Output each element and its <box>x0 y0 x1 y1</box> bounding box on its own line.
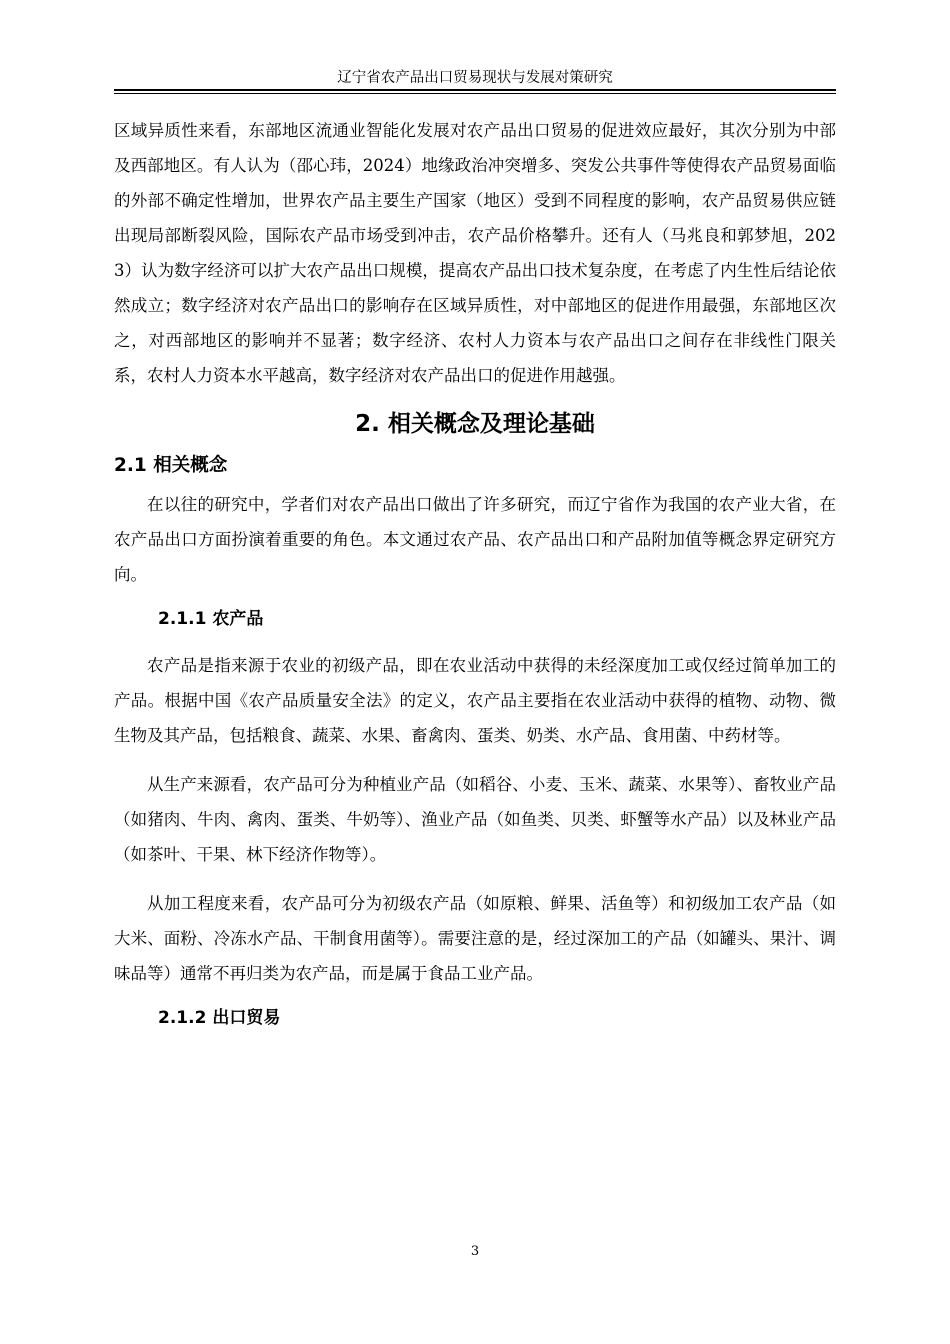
paragraph-concepts-intro: 在以往的研究中，学者们对农产品出口做出了许多研究，而辽宁省作为我国的农产业大省，在农产品出口方面扮演着重要的角色。本文通过农产品、农产品出口和产品附加值等概念界定研究方向。 <box>114 495 836 584</box>
paragraph-literature-review: 区域异质性来看，东部地区流通业智能化发展对农产品出口贸易的促进效应最好，其次分别为中部及西部地区。有人认为（邵心玮，2024）地缘政治冲突增多、突发公共事件等使得农产品贸易面临的外部不确定性增加，世界农产品主要生产国家（地区）受到不同程度的影响，农产品贸易供应链出现局部断裂风险，国际农产品市场受到冲击，农产品价格攀升。还有人（马兆良和郭梦旭，2023）认为数字经济可以扩大农产品出口规模，提高农产品出口技术复杂度，在考虑了内生性后结论依然成立；数字经济对农产品出口的影响存在区域异质性，对中部地区的促进作用最强，东部地区次之，对西部地区的影响并不显著；数字经济、农村人力资本与农产品出口之间存在非线性门限关系，农村人力资本水平越高，数字经济对农产品出口的促进作用越强。 <box>114 121 836 385</box>
page-body <box>114 113 836 1047</box>
header-rule-thin <box>114 93 836 94</box>
subsection-heading-agricultural-products: 2.1.1 农产品 <box>158 609 264 629</box>
paragraph-agricultural-products-definition: 农产品是指来源于农业的初级产品，即在农业活动中获得的未经深度加工或仅经过简单加工的产品。根据中国《农产品质量安全法》的定义，农产品主要指在农业活动中获得的植物、动物、微生物及其产品，包括粮食、蔬菜、水果、畜禽肉、蛋类、奶类、水产品、食用菌、中药材等。 <box>114 656 836 745</box>
section-heading-related-concepts: 2.1 相关概念 <box>114 455 228 476</box>
paragraph-gap <box>114 753 836 767</box>
page-number: 3 <box>470 1244 480 1259</box>
paragraph-processing-degree: 从加工程度来看，农产品可分为初级农产品（如原粮、鲜果、活鱼等）和初级加工农产品（如大米、面粉、冷冻水产品、干制食用菌等）。需要注意的是，经过深加工的产品（如罐头、果汁、调味品等）通常不再归类为农产品，而是属于食品工业产品。 <box>114 894 836 983</box>
paragraph-gap <box>114 872 836 886</box>
running-header: 辽宁省农产品出口贸易现状与发展对策研究 <box>337 70 613 86</box>
paragraph-production-source: 从生产来源看，农产品可分为种植业产品（如稻谷、小麦、玉米、蔬菜、水果等）、畜牧业产品（如猪肉、牛肉、禽肉、蛋类、牛奶等）、渔业产品（如鱼类、贝类、虾蟹等水产品）以及林业产品（如茶叶、干果、林下经济作物等）。 <box>114 775 836 864</box>
subsection-heading-export-trade: 2.1.2 出口贸易 <box>158 1008 281 1028</box>
chapter-heading: 2. 相关概念及理论基础 <box>355 411 595 437</box>
header-rule-thick <box>114 89 836 91</box>
